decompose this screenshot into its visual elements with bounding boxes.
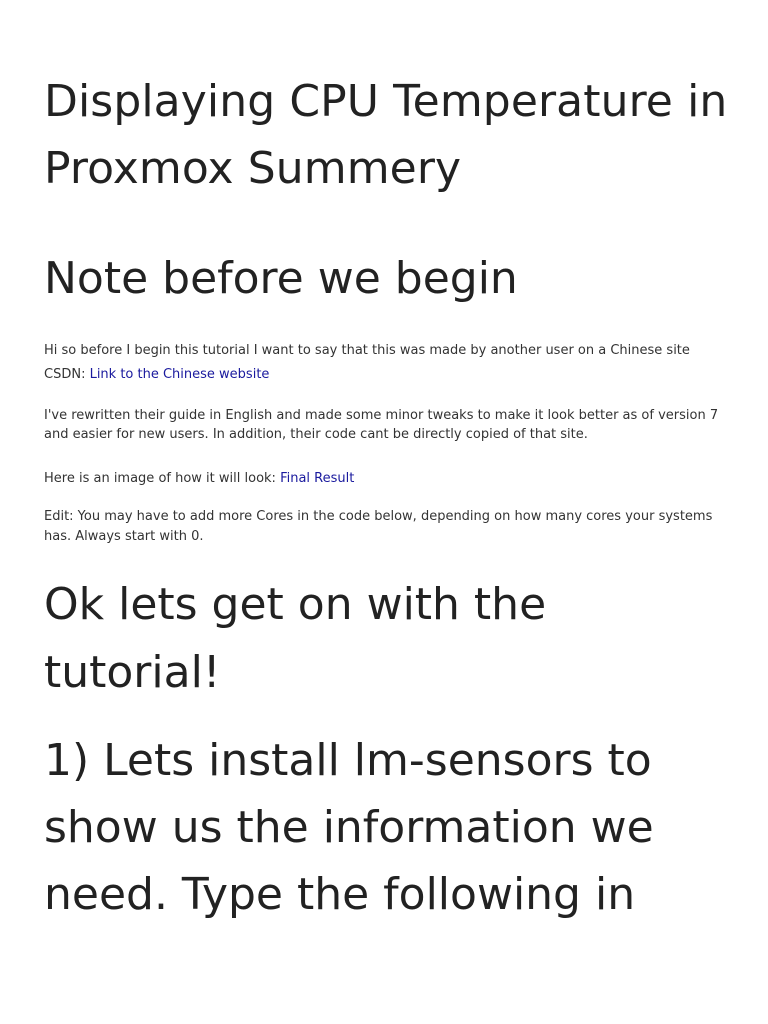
final-result-link[interactable]: Final Result xyxy=(280,471,355,486)
tutorial-heading: Ok lets get on with the tutorial! xyxy=(44,579,547,698)
intro-text: Hi so before I begin this tutorial I want to say that this was made by another user on a Chinese site CSDN: xyxy=(44,343,690,382)
intro-paragraph xyxy=(44,339,734,387)
step-1-heading: 1) Lets install lm-sensors to show us the information we need. Type the following in xyxy=(44,735,654,920)
image-paragraph xyxy=(44,469,734,488)
page-title: Displaying CPU Temperature in Proxmox Summery xyxy=(44,76,728,194)
image-text: Here is an image of how it will look: xyxy=(44,471,281,486)
note-heading: Note before we begin xyxy=(44,253,518,304)
edit-paragraph: Edit: You may have to add more Cores in the code below, depending on how many cores your systems has. Always start with 0. xyxy=(44,509,713,544)
chinese-website-link[interactable]: Link to the Chinese website xyxy=(89,367,270,382)
rewrite-paragraph: I've rewritten their guide in English and made some minor tweaks to make it look better as of version 7 and easier for new users. In addition, their code cant be directly copied of that site. xyxy=(44,408,719,442)
article xyxy=(44,0,734,928)
